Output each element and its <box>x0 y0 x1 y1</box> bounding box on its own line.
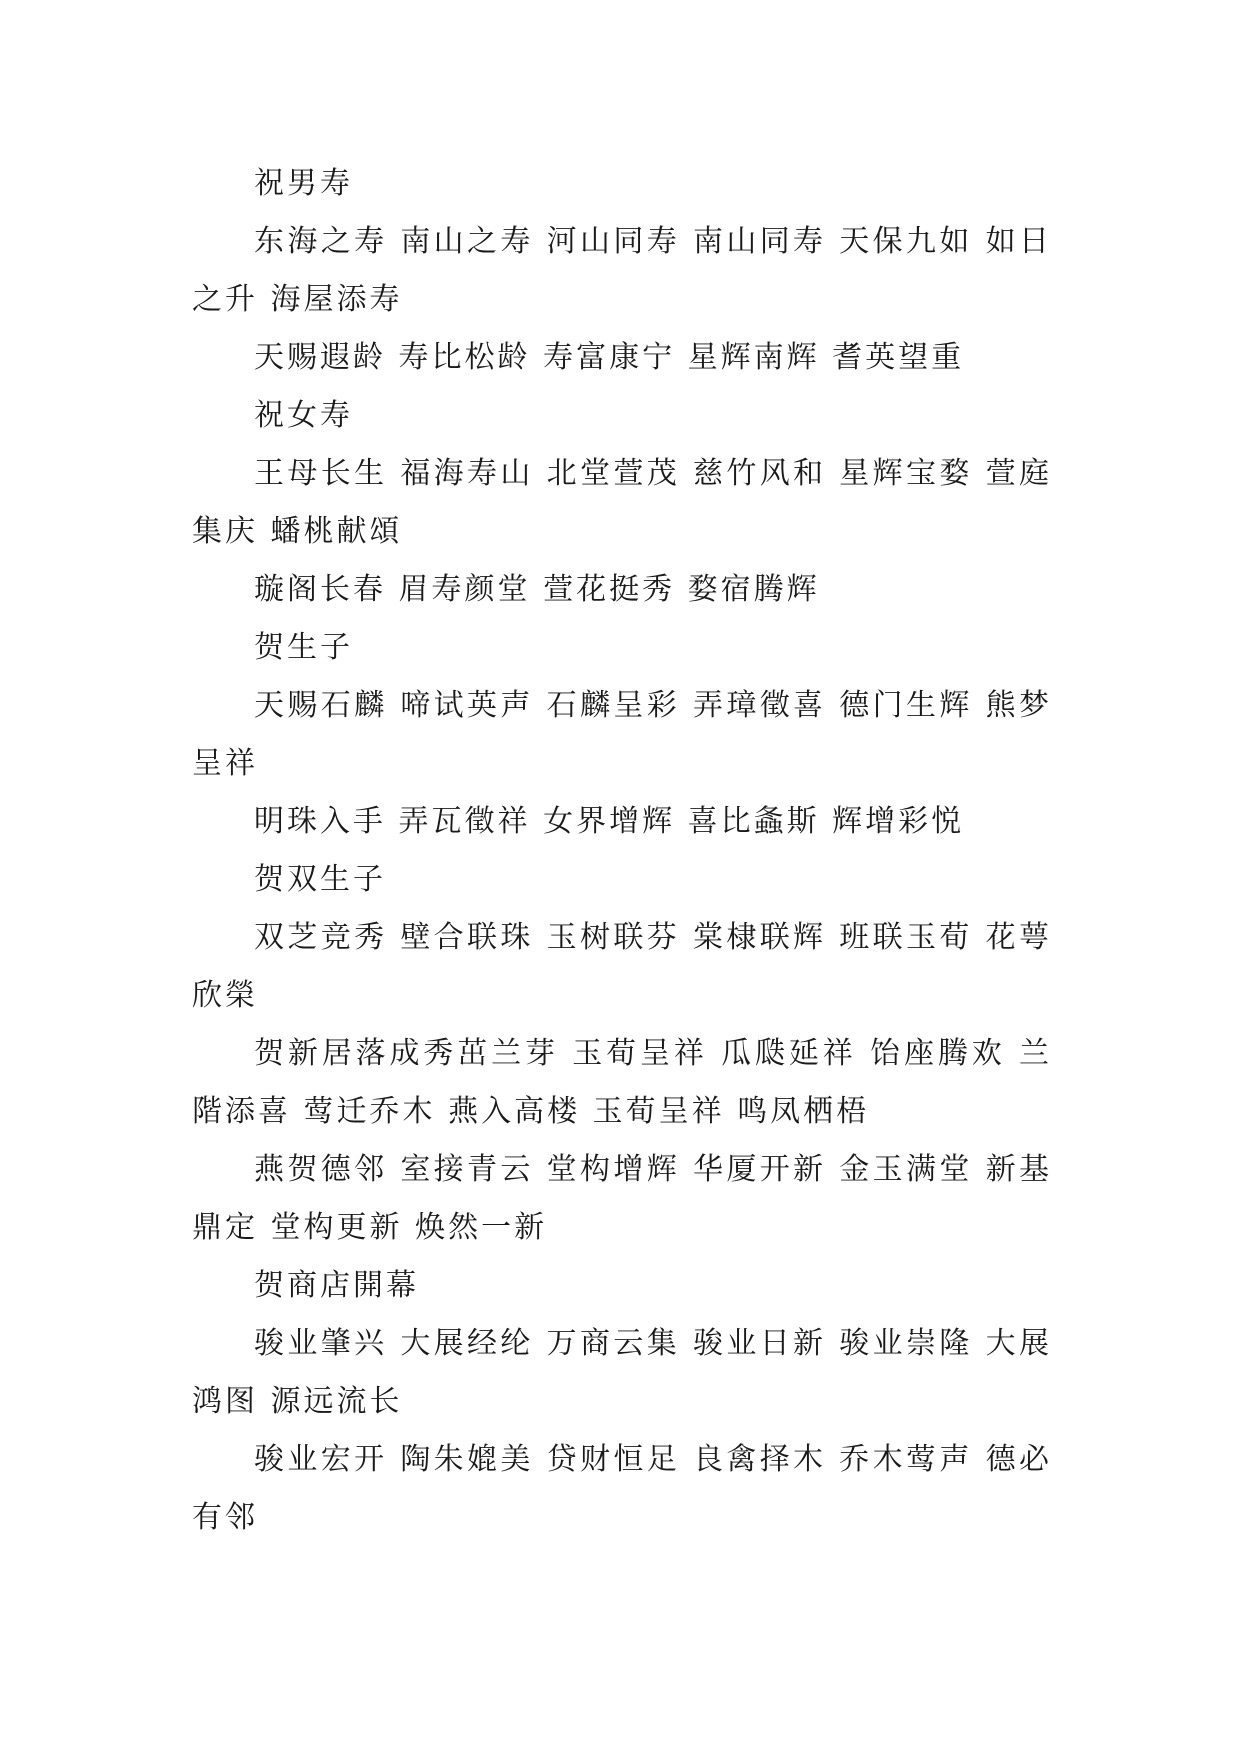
phrase-line: 天赐石麟 啼试英声 石麟呈彩 弄璋徵喜 德门生辉 熊梦呈祥 <box>192 688 1052 781</box>
phrase-line: 明珠入手 弄瓦徵祥 女界增辉 喜比螽斯 辉增彩悦 <box>254 804 965 839</box>
phrase-line: 骏业宏开 陶朱媲美 贷财恒足 良禽择木 乔木莺声 德必有邻 <box>192 1442 1052 1535</box>
phrase-line: 双芝竞秀 壁合联珠 玉树联芬 棠棣联辉 班联玉荀 花萼欣榮 <box>192 920 1052 1013</box>
phrase-line: 骏业肇兴 大展经纶 万商云集 骏业日新 骏业崇隆 大展鸿图 源远流长 <box>192 1326 1052 1419</box>
phrase-line: 燕贺德邻 室接青云 堂构增辉 华厦开新 金玉满堂 新基鼎定 堂构更新 焕然一新 <box>192 1152 1052 1245</box>
heading-birth-of-son: 贺生子 <box>254 630 353 665</box>
heading-twins: 贺双生子 <box>254 862 386 897</box>
heading-store-opening: 贺商店開幕 <box>254 1268 419 1303</box>
phrase-line: 璇阁长春 眉寿颜堂 萱花挺秀 婺宿腾辉 <box>254 572 820 607</box>
heading-male-longevity: 祝男寿 <box>254 166 353 201</box>
phrase-line: 贺新居落成秀茁兰芽 玉荀呈祥 瓜瓞延祥 饴座腾欢 兰階添喜 莺迁乔木 燕入高楼 玉荀呈祥 鸣凤栖梧 <box>192 1036 1052 1129</box>
body-text <box>192 155 1052 1547</box>
phrase-line: 王母长生 福海寿山 北堂萱茂 慈竹风和 星辉宝婺 萱庭集庆 蟠桃献頌 <box>192 456 1052 549</box>
phrase-line: 天赐遐龄 寿比松龄 寿富康宁 星辉南辉 耆英望重 <box>254 340 965 375</box>
phrase-line: 东海之寿 南山之寿 河山同寿 南山同寿 天保九如 如日之升 海屋添寿 <box>192 224 1052 317</box>
heading-female-longevity: 祝女寿 <box>254 398 353 433</box>
